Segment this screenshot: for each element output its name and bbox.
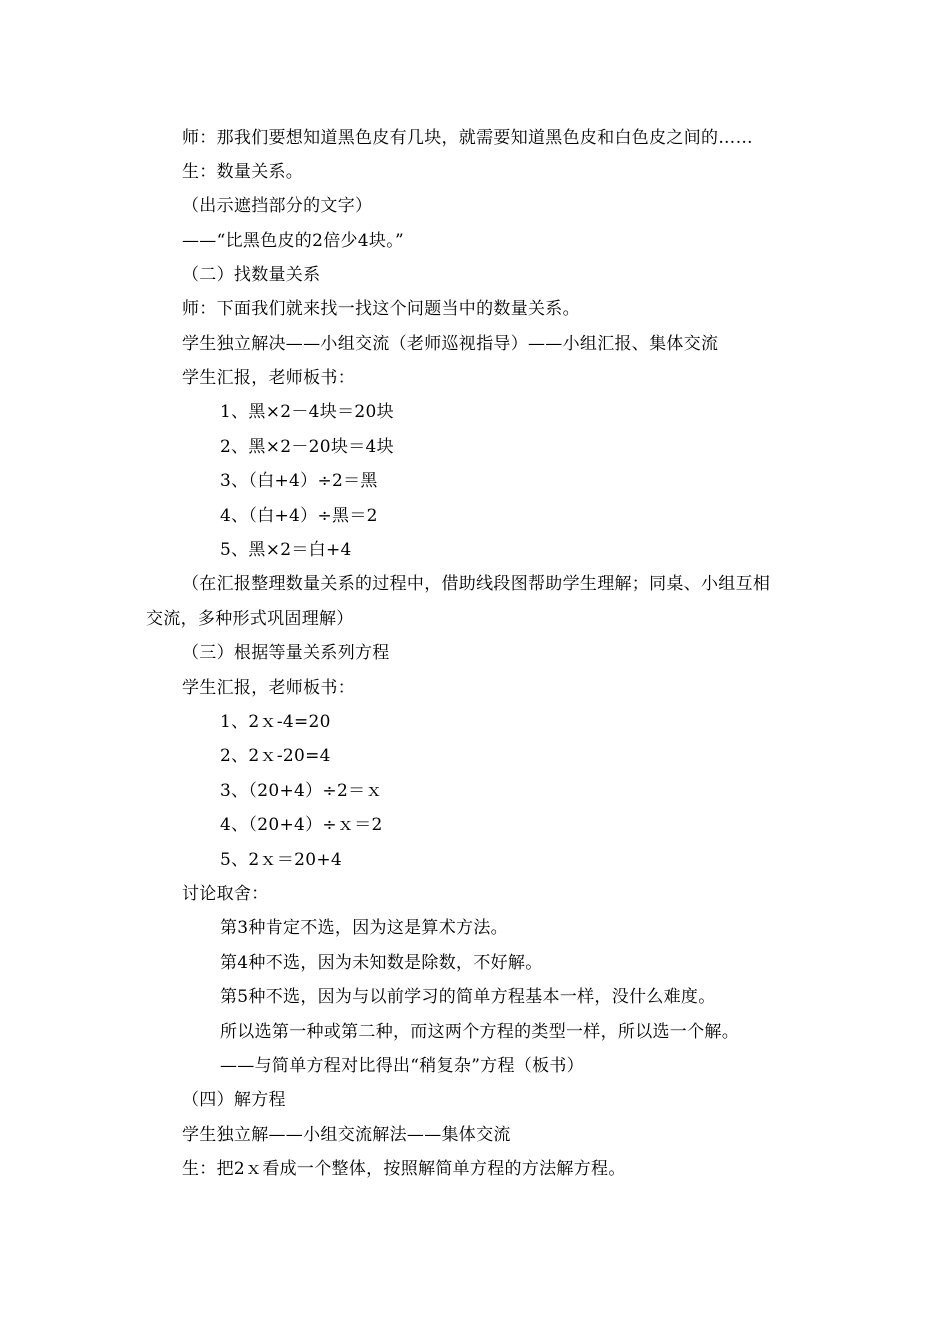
list-item: 5、2ｘ＝20+4	[220, 850, 343, 870]
text-line: 第4种不选，因为未知数是除数，不好解。	[220, 953, 543, 973]
list-item: 1、2ｘ-4=20	[220, 712, 331, 732]
list-item: 2、2ｘ-20=4	[220, 746, 331, 766]
text-line: （出示遮挡部分的文字）	[182, 196, 373, 216]
list-item: 3、（白+4）÷2＝黑	[220, 471, 378, 491]
text-line: 学生独立解决——小组交流（老师巡视指导）——小组汇报、集体交流	[182, 334, 719, 354]
text-line: （在汇报整理数量关系的过程中，借助线段图帮助学生理解；同桌、小组互相	[182, 574, 771, 594]
text-line: 所以选第一种或第二种，而这两个方程的类型一样，所以选一个解。	[220, 1022, 739, 1042]
text-line: 讨论取舍：	[182, 884, 269, 904]
text-line: ——“比黑色皮的2倍少4块。”	[182, 231, 405, 251]
list-item: 4、（20+4）÷ｘ＝2	[220, 815, 383, 835]
text-line: 学生汇报，老师板书：	[182, 368, 355, 388]
section-heading: （二）找数量关系	[182, 265, 321, 285]
list-item: 1、黑×2－4块＝20块	[220, 402, 394, 422]
list-item: 5、黑×2＝白+4	[220, 540, 352, 560]
text-line: 学生汇报，老师板书：	[182, 678, 355, 698]
text-line: 师：下面我们就来找一找这个问题当中的数量关系。	[182, 299, 580, 319]
text-line: 师：那我们要想知道黑色皮有几块，就需要知道黑色皮和白色皮之间的……	[182, 128, 753, 148]
list-item: 2、黑×2－20块＝4块	[220, 437, 394, 457]
text-line: 交流，多种形式巩固理解）	[146, 609, 354, 629]
text-line: 生：数量关系。	[182, 162, 304, 182]
section-heading: （三）根据等量关系列方程	[182, 643, 390, 663]
text-line: 生：把2ｘ看成一个整体，按照解简单方程的方法解方程。	[182, 1159, 626, 1179]
list-item: 4、（白+4）÷黑＝2	[220, 506, 378, 526]
section-heading: （四）解方程	[182, 1090, 286, 1110]
text-line: 第5种不选，因为与以前学习的简单方程基本一样，没什么难度。	[220, 987, 716, 1007]
list-item: 3、（20+4）÷2＝ｘ	[220, 781, 383, 801]
text-line: ——与简单方程对比得出“稍复杂”方程（板书）	[220, 1056, 584, 1076]
text-line: 学生独立解——小组交流解法——集体交流	[182, 1125, 511, 1145]
text-line: 第3种肯定不选，因为这是算术方法。	[220, 918, 508, 938]
